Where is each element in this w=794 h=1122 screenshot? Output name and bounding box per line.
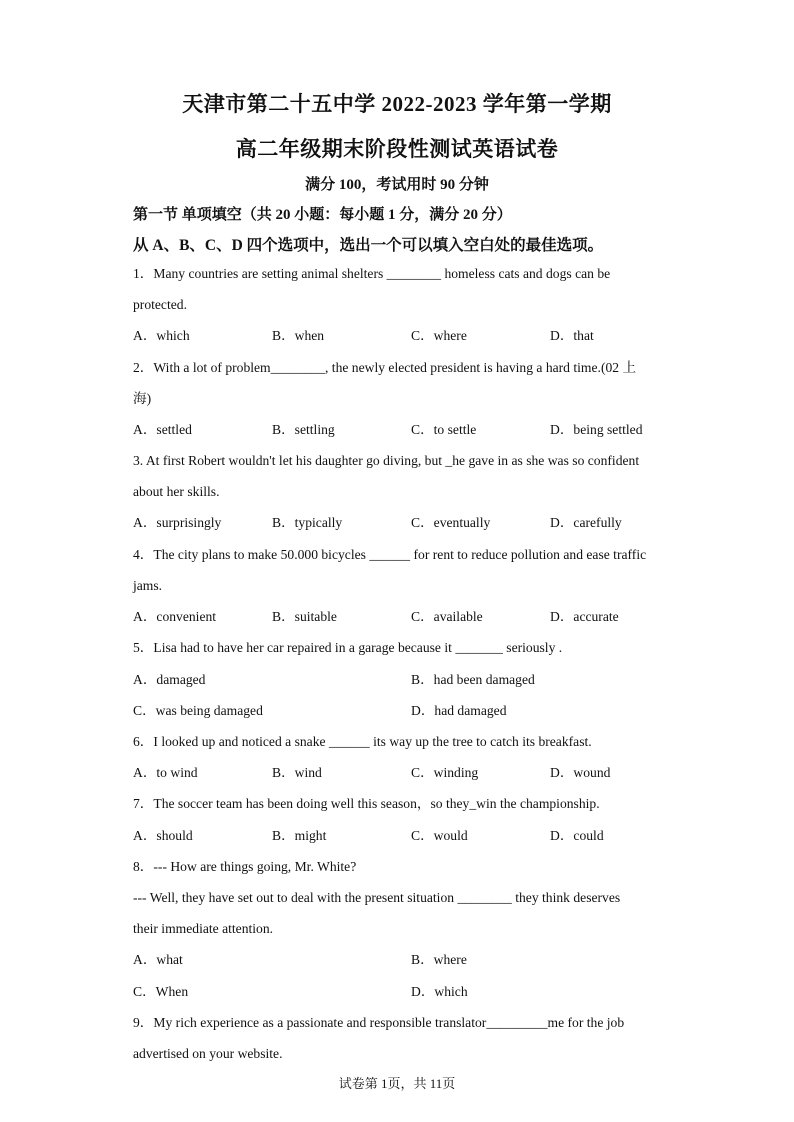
- question-2-stem-line1: 2．With a lot of problem________, the newly elected president is having a hard time.(02 上: [133, 360, 637, 375]
- question-7-option-a: A．should: [133, 828, 193, 843]
- question-8-stem-line2: --- Well, they have set out to deal with the present situation ________ they think deserves: [133, 890, 621, 905]
- page-footer: 试卷第 1页，共 11页: [338, 1076, 456, 1091]
- question-5-option-c: C．was being damaged: [133, 703, 263, 718]
- question-1-option-d: D．that: [550, 328, 594, 343]
- section-instruction: 从 A、B、C、D 四个选项中，选出一个可以填入空白处的最佳选项。: [133, 237, 604, 254]
- question-9-stem-line2: advertised on your website.: [133, 1046, 283, 1061]
- exam-subtitle: 满分 100，考试用时 90 分钟: [305, 177, 489, 193]
- question-8-stem-line3: their immediate attention.: [133, 921, 274, 936]
- question-5-stem-line1: 5．Lisa had to have her car repaired in a garage because it _______ seriously .: [133, 640, 563, 655]
- question-1-stem-line2: protected.: [133, 297, 187, 312]
- question-1-option-a: A．which: [133, 328, 190, 343]
- question-6-option-d: D．wound: [550, 765, 611, 780]
- question-5-option-d: D．had damaged: [411, 703, 507, 718]
- question-6-option-c: C．winding: [411, 765, 479, 780]
- question-3-option-c: C．eventually: [411, 515, 491, 530]
- question-8-option-d: D．which: [411, 984, 468, 999]
- question-6-stem-line1: 6．I looked up and noticed a snake ______ its way up the tree to catch its breakfast.: [133, 734, 592, 749]
- question-3-option-b: B．typically: [272, 515, 343, 530]
- question-3-stem-line2: about her skills.: [133, 484, 220, 499]
- question-1-option-c: C．where: [411, 328, 467, 343]
- question-4-stem-line1: 4．The city plans to make 50.000 bicycles ______ for rent to reduce pollution and ease traffic: [133, 547, 647, 562]
- question-4-option-c: C．available: [411, 609, 483, 624]
- question-2-option-b: B．settling: [272, 422, 335, 437]
- question-2-option-d: D．being settled: [550, 422, 643, 437]
- question-5-option-a: A．damaged: [133, 672, 206, 687]
- question-2-option-a: A．settled: [133, 422, 192, 437]
- question-8-option-c: C．When: [133, 984, 189, 999]
- question-4-option-b: B．suitable: [272, 609, 337, 624]
- question-6-option-a: A．to wind: [133, 765, 198, 780]
- question-4-option-a: A．convenient: [133, 609, 217, 624]
- question-5-option-b: B．had been damaged: [411, 672, 535, 687]
- exam-title-line1: 天津市第二十五中学 2022-2023 学年第一学期: [182, 92, 612, 116]
- exam-title-line2: 高二年级期末阶段性测试英语试卷: [235, 137, 559, 161]
- question-8-option-a: A．what: [133, 952, 183, 967]
- question-7-option-d: D．could: [550, 828, 604, 843]
- question-9-stem-line1: 9．My rich experience as a passionate and responsible translator_________me for the job: [133, 1015, 625, 1030]
- question-1-stem-line1: 1．Many countries are setting animal shelters ________ homeless cats and dogs can be: [133, 266, 611, 281]
- question-3-option-d: D．carefully: [550, 515, 622, 530]
- question-7-stem-line1: 7．The soccer team has been doing well this season，so they_win the championship.: [133, 796, 600, 811]
- question-3-stem-line1: 3. At first Robert wouldn't let his daughter go diving, but _he gave in as she was so confident: [133, 453, 640, 468]
- question-1-option-b: B．when: [272, 328, 325, 343]
- question-6-option-b: B．wind: [272, 765, 322, 780]
- question-8-stem-line1: 8．--- How are things going, Mr. White?: [133, 859, 357, 874]
- question-7-option-b: B．might: [272, 828, 327, 843]
- question-4-stem-line2: jams.: [133, 578, 163, 593]
- question-2-option-c: C．to settle: [411, 422, 477, 437]
- question-7-option-c: C．would: [411, 828, 468, 843]
- question-4-option-d: D．accurate: [550, 609, 619, 624]
- question-8-option-b: B．where: [411, 952, 467, 967]
- question-2-stem-line2: 海): [133, 391, 152, 406]
- section-heading: 第一节 单项填空（共 20 小题：每小题 1 分，满分 20 分）: [133, 207, 512, 223]
- question-3-option-a: A．surprisingly: [133, 515, 222, 530]
